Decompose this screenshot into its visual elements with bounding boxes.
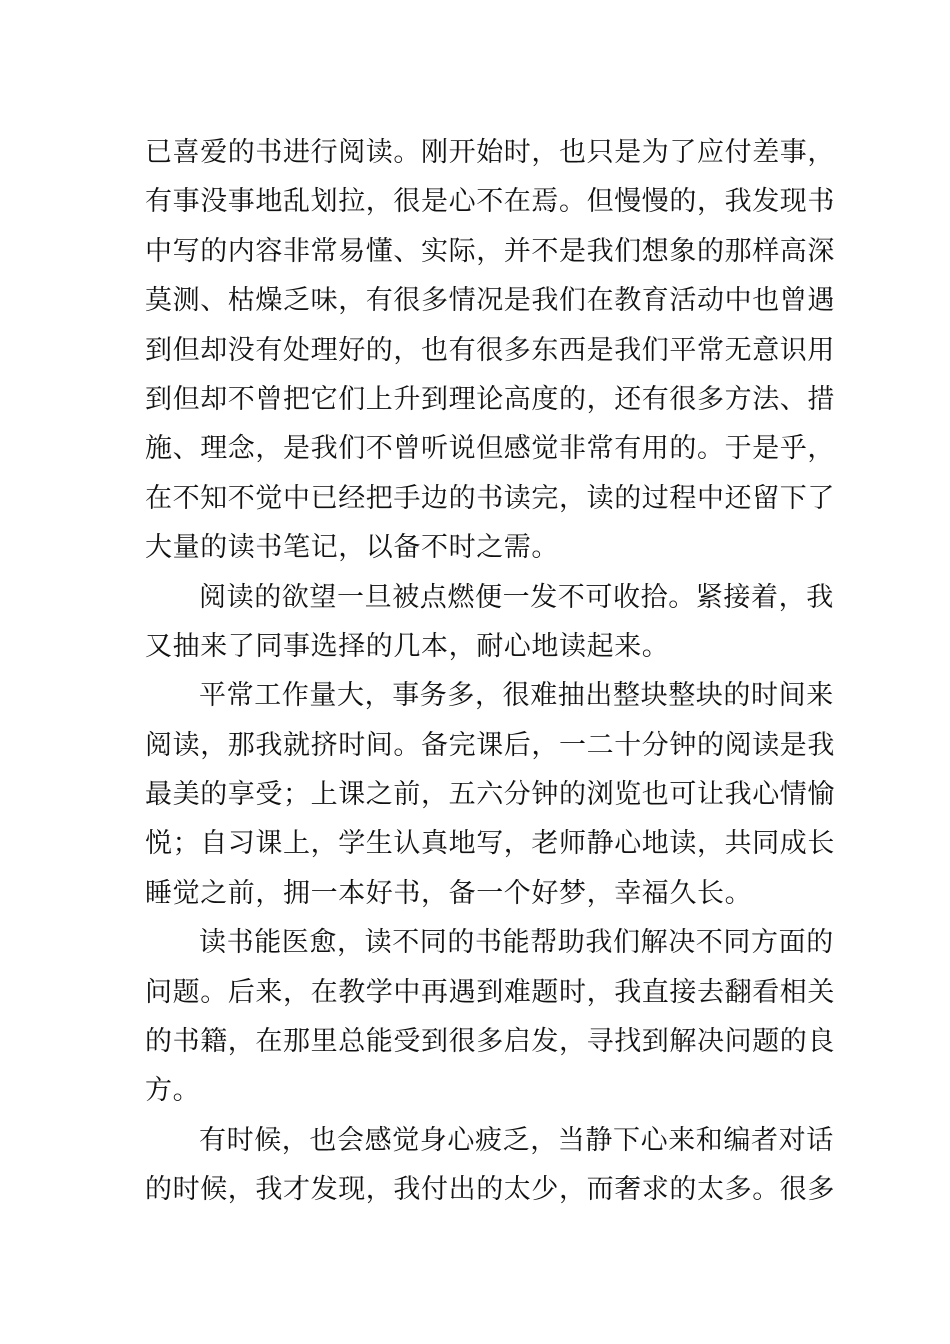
text-line: 又抽来了同事选择的几本，耐心地读起来。 [145, 630, 670, 662]
paragraph-first-line: 有时候，也会感觉身心疲乏，当静下心来和编者对话 [199, 1124, 834, 1156]
text-line: 到但却不曾把它们上升到理论高度的，还有很多方法、措 [145, 383, 835, 415]
text-line: 最美的享受；上课之前，五六分钟的浏览也可让我心情愉 [145, 779, 835, 811]
paragraph-first-line: 平常工作量大，事务多，很难抽出整块整块的时间来 [199, 680, 834, 712]
text-line: 中写的内容非常易懂、实际，并不是我们想象的那样高深 [145, 235, 835, 267]
text-line: 的时候，我才发现，我付出的太少，而奢求的太多。很多 [145, 1174, 835, 1206]
text-line: 方。 [145, 1075, 201, 1107]
text-line: 已喜爱的书进行阅读。刚开始时，也只是为了应付差事， [145, 137, 835, 168]
text-line: 施、理念，是我们不曾听说但感觉非常有用的。于是乎， [145, 433, 835, 465]
paragraph-first-line: 阅读的欲望一旦被点燃便一发不可收拾。紧接着，我 [199, 581, 834, 613]
text-line: 阅读，那我就挤时间。备完课后，一二十分钟的阅读是我 [145, 729, 835, 761]
text-line: 在不知不觉中已经把手边的书读完，读的过程中还留下了 [145, 482, 835, 514]
text-line: 的书籍，在那里总能受到很多启发，寻找到解决问题的良 [145, 1026, 835, 1058]
body-text [145, 128, 835, 1215]
text-line: 大量的读书笔记，以备不时之需。 [145, 532, 559, 564]
text-line: 有事没事地乱划拉，很是心不在焉。但慢慢的，我发现书 [145, 186, 835, 218]
text-line: 莫测、枯燥乏味，有很多情况是我们在教育活动中也曾遇 [145, 285, 835, 317]
text-line: 到但却没有处理好的，也有很多东西是我们平常无意识用 [145, 334, 835, 366]
text-line: 悦；自习课上，学生认真地写，老师静心地读，共同成长 [145, 828, 835, 860]
paragraph-first-line: 读书能医愈，读不同的书能帮助我们解决不同方面的 [199, 927, 834, 959]
text-line: 问题。后来，在教学中再遇到难题时，我直接去翻看相关 [145, 976, 835, 1008]
text-line: 睡觉之前，拥一本好书，备一个好梦，幸福久长。 [145, 877, 753, 909]
